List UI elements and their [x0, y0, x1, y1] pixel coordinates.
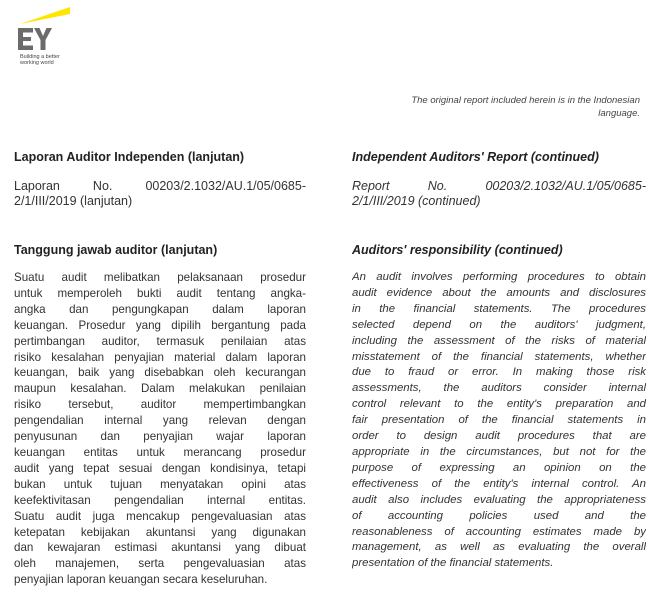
body-line: audit also includes evaluating the appropriateness — [352, 493, 646, 506]
body-line: control relevant to the entity's preparation and — [352, 398, 646, 411]
body-line: keefektivitasan pengendalian internal entitas. — [14, 493, 306, 507]
body-line: ketepatan kebijakan akuntansi yang digunakan — [14, 525, 306, 539]
body-line: keuangan entitas untuk merancang prosedur — [14, 445, 306, 459]
report-number: Report No. 00203/2.1032/AU.1/05/0685- 2/1/III/2019 (continued) — [352, 179, 646, 208]
body-line: penyajian laporan keuangan secara keseluruhan. — [14, 573, 268, 587]
report-title: Laporan Auditor Independen (lanjutan) — [14, 150, 245, 164]
body-line: pengendalian internal yang relevan dengan — [14, 414, 306, 428]
body-line: assessments, the auditors consider internal — [352, 382, 646, 395]
section-body — [14, 270, 306, 588]
report-title: Independent Auditors' Report (continued) — [352, 150, 599, 164]
body-line: order to design audit procedures that are — [352, 430, 646, 443]
body-line: selected depend on the auditors' judgment, — [352, 318, 646, 331]
section-heading: Tanggung jawab auditor (lanjutan) — [14, 243, 218, 257]
body-line: oleh manajemen, serta pengevaluasian atas — [14, 557, 306, 571]
body-line: penyusunan dan penyajian wajar laporan — [14, 430, 306, 444]
body-line: Suatu audit juga mencakup pengevaluasian atas — [14, 509, 306, 523]
body-line: in the financial statements. The procedures — [352, 302, 646, 315]
body-line: bukan untuk tujuan menyatakan opini atas — [14, 477, 306, 491]
report-number: Laporan No. 00203/2.1032/AU.1/05/0685- 2/1/III/2019 (lanjutan) — [14, 179, 306, 208]
logo-tagline: Building a better working world — [20, 54, 60, 66]
body-line: pertimbangan auditor, termasuk penilaian atas — [14, 334, 306, 348]
body-line: audit evidence about the amounts and disclosures — [352, 286, 646, 299]
body-line: purpose of expressing an opinion on the — [352, 461, 646, 474]
body-line: effectiveness of the entity's internal control. An — [352, 477, 646, 490]
body-line: angka dan pengungkapan dalam laporan — [14, 302, 306, 316]
body-line: of accounting policies used and the — [352, 509, 646, 522]
body-line: keuangan. Prosedur yang dipilih bergantung pada — [14, 318, 306, 332]
body-line: risiko kesalahan penyajian material dalam laporan — [14, 350, 306, 364]
body-line: keuangan, baik yang disebabkan oleh kecurangan — [14, 366, 306, 380]
body-line: fair presentation of the financial statements in — [352, 414, 646, 427]
body-line: audit yang tepat sesuai dengan kondisinya, tetapi — [14, 461, 306, 475]
original-language-note: The original report included herein is in the Indonesian language. — [411, 95, 640, 119]
body-line: reasonableness of accounting estimates made by — [352, 525, 646, 538]
body-line: presentation of the financial statements. — [352, 557, 554, 570]
body-line: maupun kesalahan. Dalam melakukan penilaian — [14, 382, 306, 396]
section-heading: Auditors' responsibility (continued) — [352, 243, 563, 257]
body-line: untuk memperoleh bukti audit tentang angka- — [14, 286, 306, 300]
body-line: appropriate in the circumstances, but not for the — [352, 445, 646, 458]
body-line: misstatement of the financial statements, whether — [352, 350, 646, 363]
body-line: dan kewajaran estimasi akuntansi yang dibuat — [14, 541, 306, 555]
body-line: due to fraud or error. In making those risk — [352, 366, 646, 379]
body-line: including the assessment of the risks of material — [352, 334, 646, 347]
body-line: management, as well as evaluating the overall — [352, 541, 646, 554]
body-line: Suatu audit melibatkan pelaksanaan prosedur — [14, 271, 306, 284]
ey-logo-mark — [18, 4, 98, 54]
body-line: An audit involves performing procedures to obtain — [352, 271, 646, 283]
section-body — [352, 270, 646, 572]
body-line: risiko tersebut, auditor mempertimbangkan — [14, 398, 306, 412]
